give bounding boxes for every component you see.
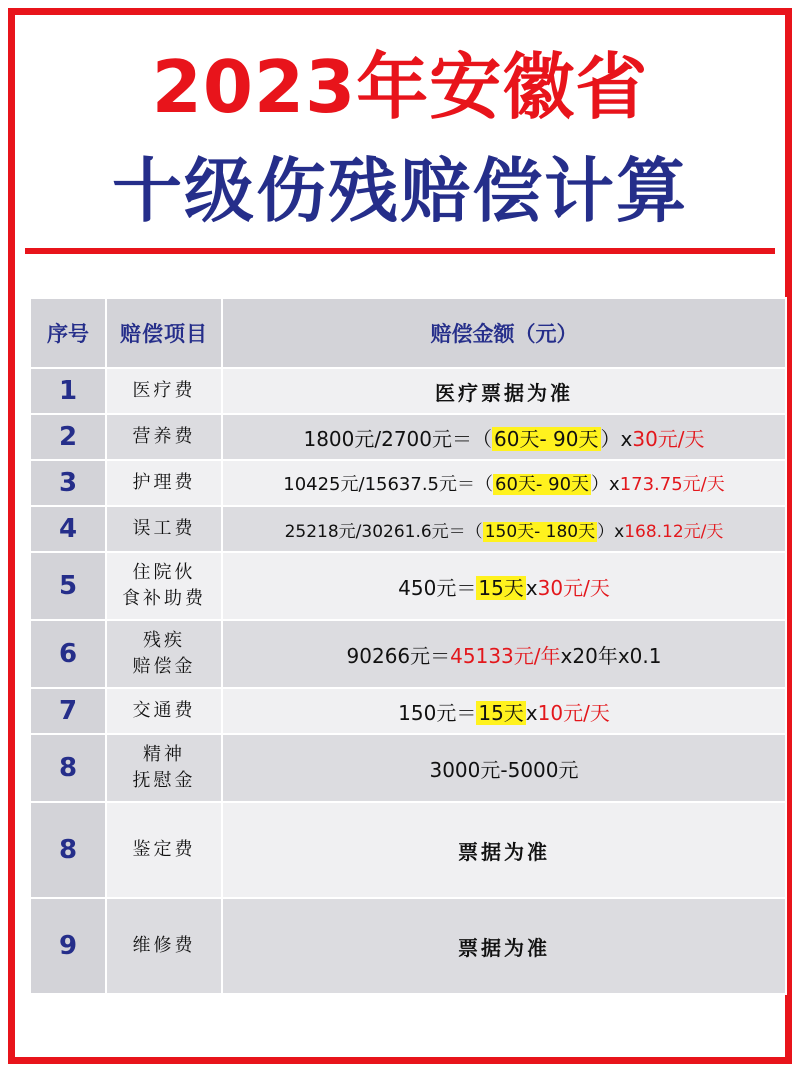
header-no: 序号 (30, 298, 106, 368)
amount-total: 450元＝ (398, 575, 477, 600)
row-item (106, 734, 222, 802)
title-subject: 十级伤残赔偿计算 (112, 150, 688, 232)
row-number: 9 (30, 898, 106, 994)
row-number: 7 (30, 688, 106, 734)
item-line: 维修费 (132, 935, 196, 956)
table-row (30, 802, 786, 898)
row-amount (222, 802, 786, 898)
row-item (106, 620, 222, 688)
table-header-row (30, 298, 786, 368)
amount-operator: x (525, 575, 538, 600)
row-number: 1 (30, 368, 106, 414)
row-number: 4 (30, 506, 106, 552)
item-line: 残疾 (143, 630, 185, 651)
amount-operator: ）x (600, 426, 633, 451)
item-line: 赔偿金 (132, 656, 196, 677)
row-amount (222, 414, 786, 460)
title-divider (25, 248, 775, 254)
amount-days-highlight: 15天 (478, 700, 524, 725)
title-block (15, 15, 785, 255)
row-number: 8 (30, 734, 106, 802)
amount-multiplier: x20年x0.1 (560, 643, 662, 668)
table-row (30, 506, 786, 552)
item-line: 交通费 (132, 700, 196, 721)
amount-rate: 30元/天 (632, 426, 705, 451)
row-item (106, 506, 222, 552)
item-line: 鉴定费 (132, 839, 196, 860)
row-amount (222, 368, 786, 414)
amount-days-highlight: 60天- 90天 (495, 474, 590, 495)
header-amount: 赔偿金额（元） (222, 298, 786, 368)
row-item (106, 552, 222, 620)
compensation-table (29, 297, 787, 995)
amount-text: 3000元-5000元 (429, 757, 579, 782)
amount-annual-income: 45133元/年 (450, 643, 561, 668)
table-row (30, 460, 786, 506)
item-line: 食补助费 (122, 588, 206, 609)
amount-total: 10425元/15637.5元＝（ (283, 474, 494, 495)
row-amount (222, 898, 786, 994)
item-line: 误工费 (132, 518, 196, 539)
amount-total: 90266元＝ (346, 643, 451, 668)
table-row (30, 414, 786, 460)
amount-rate: 168.12元/天 (624, 521, 724, 542)
item-line: 医疗费 (132, 380, 196, 401)
row-amount (222, 460, 786, 506)
item-line: 住院伙 (132, 562, 196, 583)
amount-days-highlight: 60天- 90天 (494, 426, 599, 451)
row-number: 3 (30, 460, 106, 506)
row-amount (222, 506, 786, 552)
amount-operator: ）x (591, 474, 620, 495)
amount-rate: 10元/天 (537, 700, 610, 725)
amount-days-highlight: 150天- 180天 (484, 521, 596, 542)
table-row (30, 734, 786, 802)
row-item (106, 460, 222, 506)
row-number: 8 (30, 802, 106, 898)
row-item (106, 898, 222, 994)
row-amount (222, 552, 786, 620)
row-number: 2 (30, 414, 106, 460)
item-line: 护理费 (132, 472, 196, 493)
header-item: 赔偿项目 (106, 298, 222, 368)
row-amount (222, 688, 786, 734)
item-line: 营养费 (132, 426, 196, 447)
amount-total: 25218元/30261.6元＝（ (284, 521, 483, 542)
amount-days-highlight: 15天 (478, 575, 524, 600)
row-amount (222, 734, 786, 802)
table-row (30, 552, 786, 620)
amount-text: 票据为准 (458, 935, 550, 960)
title-year-province: 2023年安徽省 (151, 45, 649, 129)
amount-rate: 30元/天 (537, 575, 610, 600)
amount-rate: 173.75元/天 (619, 474, 725, 495)
table-row (30, 368, 786, 414)
row-number: 6 (30, 620, 106, 688)
amount-operator: ）x (597, 521, 625, 542)
item-line: 精神 (143, 744, 185, 765)
row-amount (222, 620, 786, 688)
row-item (106, 414, 222, 460)
amount-text: 医疗票据为准 (435, 380, 573, 405)
table-row (30, 620, 786, 688)
poster-frame (8, 8, 792, 1064)
amount-total: 150元＝ (398, 700, 477, 725)
row-item (106, 802, 222, 898)
row-item (106, 368, 222, 414)
amount-operator: x (525, 700, 538, 725)
row-number: 5 (30, 552, 106, 620)
amount-total: 1800元/2700元＝（ (303, 426, 493, 451)
table-row (30, 688, 786, 734)
table-row (30, 898, 786, 994)
amount-text: 票据为准 (458, 839, 550, 864)
item-line: 抚慰金 (132, 770, 196, 791)
row-item (106, 688, 222, 734)
